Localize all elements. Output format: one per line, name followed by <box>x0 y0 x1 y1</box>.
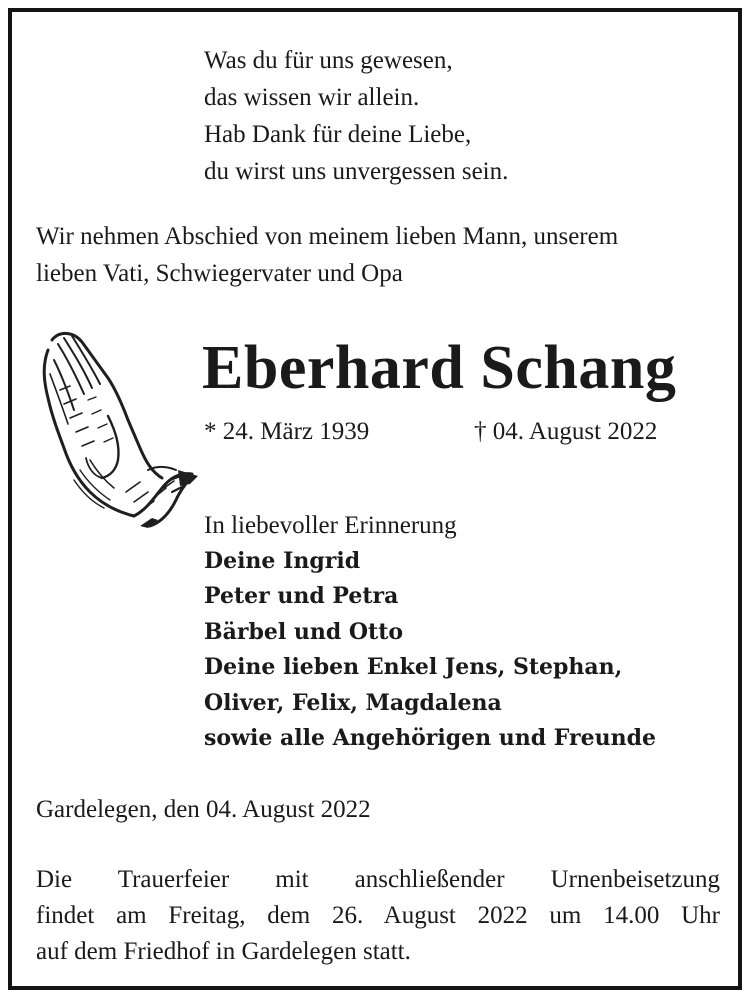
poem-line: Hab Dank für deine Liebe, <box>204 121 472 148</box>
death-date: † 04. August 2022 <box>474 418 658 445</box>
poem-line: du wirst uns unvergessen sein. <box>204 158 509 185</box>
place-and-date: Gardelegen, den 04. August 2022 <box>36 796 371 823</box>
birth-date: * 24. März 1939 <box>204 418 370 445</box>
intro-line: Wir nehmen Abschied von meinem lieben Mann, unserem <box>36 223 619 250</box>
farewell-intro <box>36 218 726 292</box>
mourner-entry: Bärbel und Otto <box>204 618 404 645</box>
obituary-frame <box>8 8 742 990</box>
poem-line: das wissen wir allein. <box>204 84 420 111</box>
praying-hands-icon <box>30 320 200 535</box>
service-line: findet am Freitag, dem 26. August 2022 um 14.00 Uhr <box>36 902 720 929</box>
mourner-entry: Deine Ingrid <box>204 547 361 574</box>
funeral-service-notice <box>36 862 720 970</box>
mourners-list <box>204 508 656 757</box>
poem-line: Was du für uns gewesen, <box>204 47 453 74</box>
mourner-entry: Peter und Petra <box>204 583 399 609</box>
service-line: auf dem Friedhof in Gardelegen statt. <box>36 938 411 965</box>
mourner-entry: sowie alle Angehörigen und Freunde <box>204 725 656 751</box>
intro-line: lieben Vati, Schwiegervater und Opa <box>36 260 403 287</box>
mourner-entry: Oliver, Felix, Magdalena <box>204 689 502 716</box>
deceased-name: Eberhard Schang <box>202 334 677 402</box>
remembrance-lead: In liebevoller Erinnerung <box>204 512 457 539</box>
service-line: Die Trauerfeier mit anschließender Urnenbeisetzung <box>36 866 720 893</box>
memorial-poem <box>204 42 508 190</box>
mourner-entry: Deine lieben Enkel Jens, Stephan, <box>204 654 623 680</box>
